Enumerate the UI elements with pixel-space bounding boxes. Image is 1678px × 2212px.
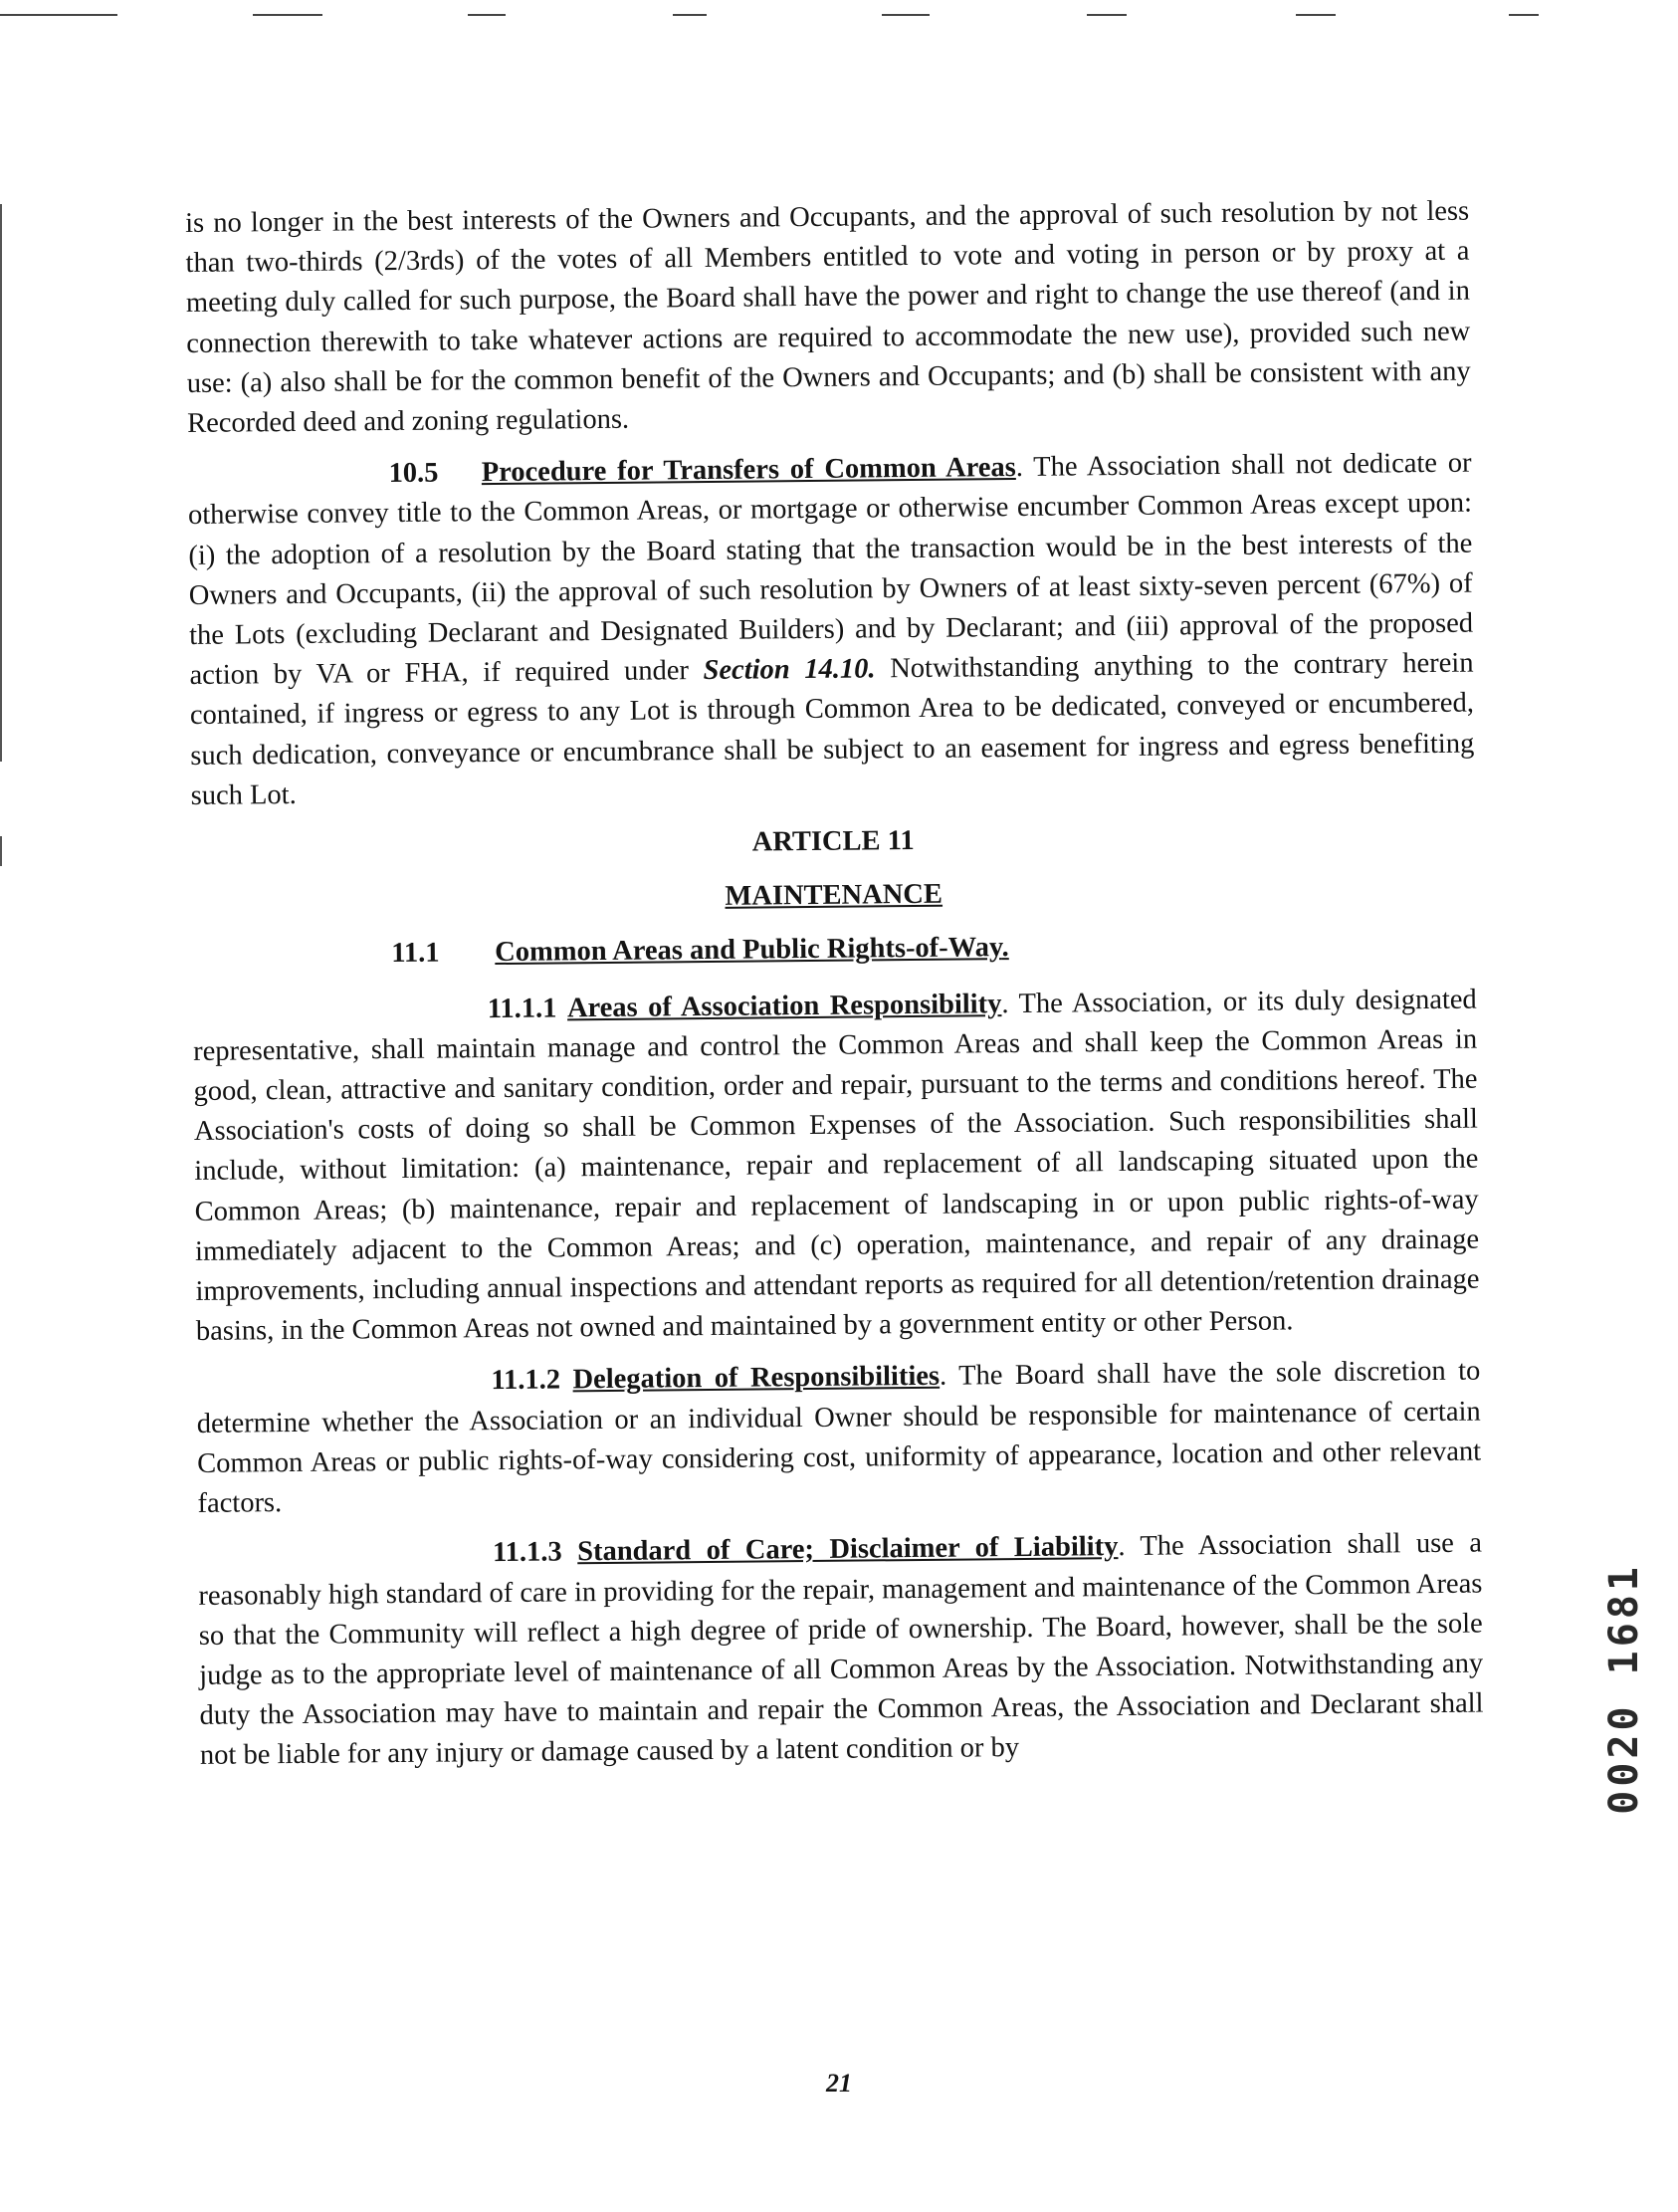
left-edge-artifact [0, 836, 2, 866]
section-heading: Standard of Care; Disclaimer of Liability [577, 1531, 1119, 1568]
recording-number-stamp: 0020 1681 [1601, 1563, 1647, 1815]
section-text: . The Association shall use a reasonably high standard of care in providing for the repair, management and maintenance of the Common Areas so that the Community will reflect a high degree of pride of ownership. The Board, however, shall be the sole judge as to the appropriate level of maintenance of all Common Areas by the Association. Notwithstanding any duty the Association may have to maintain and repair the Common Areas, the Association and Declarant shall not be liable for any injury or damage caused by a latent condition or by [198, 1527, 1484, 1772]
section-heading: Procedure for Transfers of Common Areas [481, 452, 1016, 489]
section-text: . The Association, or its duly designated representative, shall maintain manage and control the Common Areas and shall keep the Common Areas in good, clean, attractive and sanitary condition, order and repair, pursuant to the terms and conditions hereof. The Association's costs of doing so shall be Common Expenses of the Association. Such responsibilities shall include, without limitation: (a) maintenance, repair and replacement of all landscaping situated upon the Common Areas; (b) maintenance, repair and replacement of landscaping in or upon public rights-of-way immediately adjacent to the Common Areas; and (c) operation, maintenance, and repair of any drainage improvements, including annual inspections and attendant reports as required for all detention/retention drainage basins, in the Common Areas not owned and maintained by a government entity or other Person. [193, 984, 1480, 1348]
article-title: ARTICLE 11 [751, 825, 915, 858]
section-reference: Section 14.10. [703, 653, 876, 687]
section-11-1-1 [193, 980, 1480, 1352]
left-edge-artifact [0, 204, 2, 762]
section-heading: Delegation of Responsibilities [572, 1361, 941, 1396]
section-heading-end: . [1001, 932, 1009, 964]
section-heading: Common Areas and Public Rights-of-Way [495, 932, 1002, 969]
section-number: 11.1 [391, 938, 440, 970]
page-number: 21 [826, 2069, 852, 2098]
section-text: . The Board shall have the sole discretion to determine whether the Association or an individual Owner should be responsible for maintenance of certain Common Areas or public rights-of-way considering cost, uniformity of appearance, location and other relevant factors. [196, 1356, 1482, 1520]
section-text: Notwithstanding anything to the contrary herein contained, if ingress or egress to any Lot is through Common Area to be dedicated, conveyed or encumbered, such dedication, conveyance or encumbrance shall be subject to an easement for ingress and egress benefiting such Lot. [189, 647, 1475, 811]
article-subtitle: MAINTENANCE [725, 878, 944, 913]
section-11-1-3 [198, 1524, 1484, 1777]
section-number: 11.1.2 [491, 1364, 561, 1397]
section-heading: Areas of Association Responsibility [566, 988, 1002, 1024]
section-10-5 [187, 444, 1474, 816]
document-body [185, 192, 1484, 1789]
continuation-paragraph: is no longer in the best interests of the Owners and Occupants, and the approval of such resolution by not less than two-thirds (2/3rds) of the votes of all Members entitled to vote and voting in person or by proxy at a meeting duly called for such purpose, the Board shall have the power and right to change the use thereof (and in connection therewith to take whatever actions are required to accommodate the new use), provided such new use: (a) also shall be for the common benefit of the Owners and Occupants; and (b) shall be consistent with any Recorded deed and zoning regulations. [185, 195, 1471, 440]
section-number: 11.1.3 [492, 1536, 562, 1569]
section-number: 10.5 [388, 457, 439, 490]
section-text: . The Association shall not dedicate or otherwise convey title to the Common Areas, or mortgage or otherwise encumber Common Areas except upon: (i) the adoption of a resolution by the Board stating that the transaction would be in the best interests of the Owners and Occupants, (ii) the approval of such resolution by Owners of at least sixty-seven percent (67%) of the Lots (excluding Declarant and Designated Builders) and by Declarant; and (iii) approval of the proposed action by VA or FHA, if required under [187, 447, 1474, 692]
section-11-1-2 [196, 1352, 1481, 1524]
section-number: 11.1.1 [487, 993, 557, 1024]
section-11-1 [192, 924, 1476, 977]
